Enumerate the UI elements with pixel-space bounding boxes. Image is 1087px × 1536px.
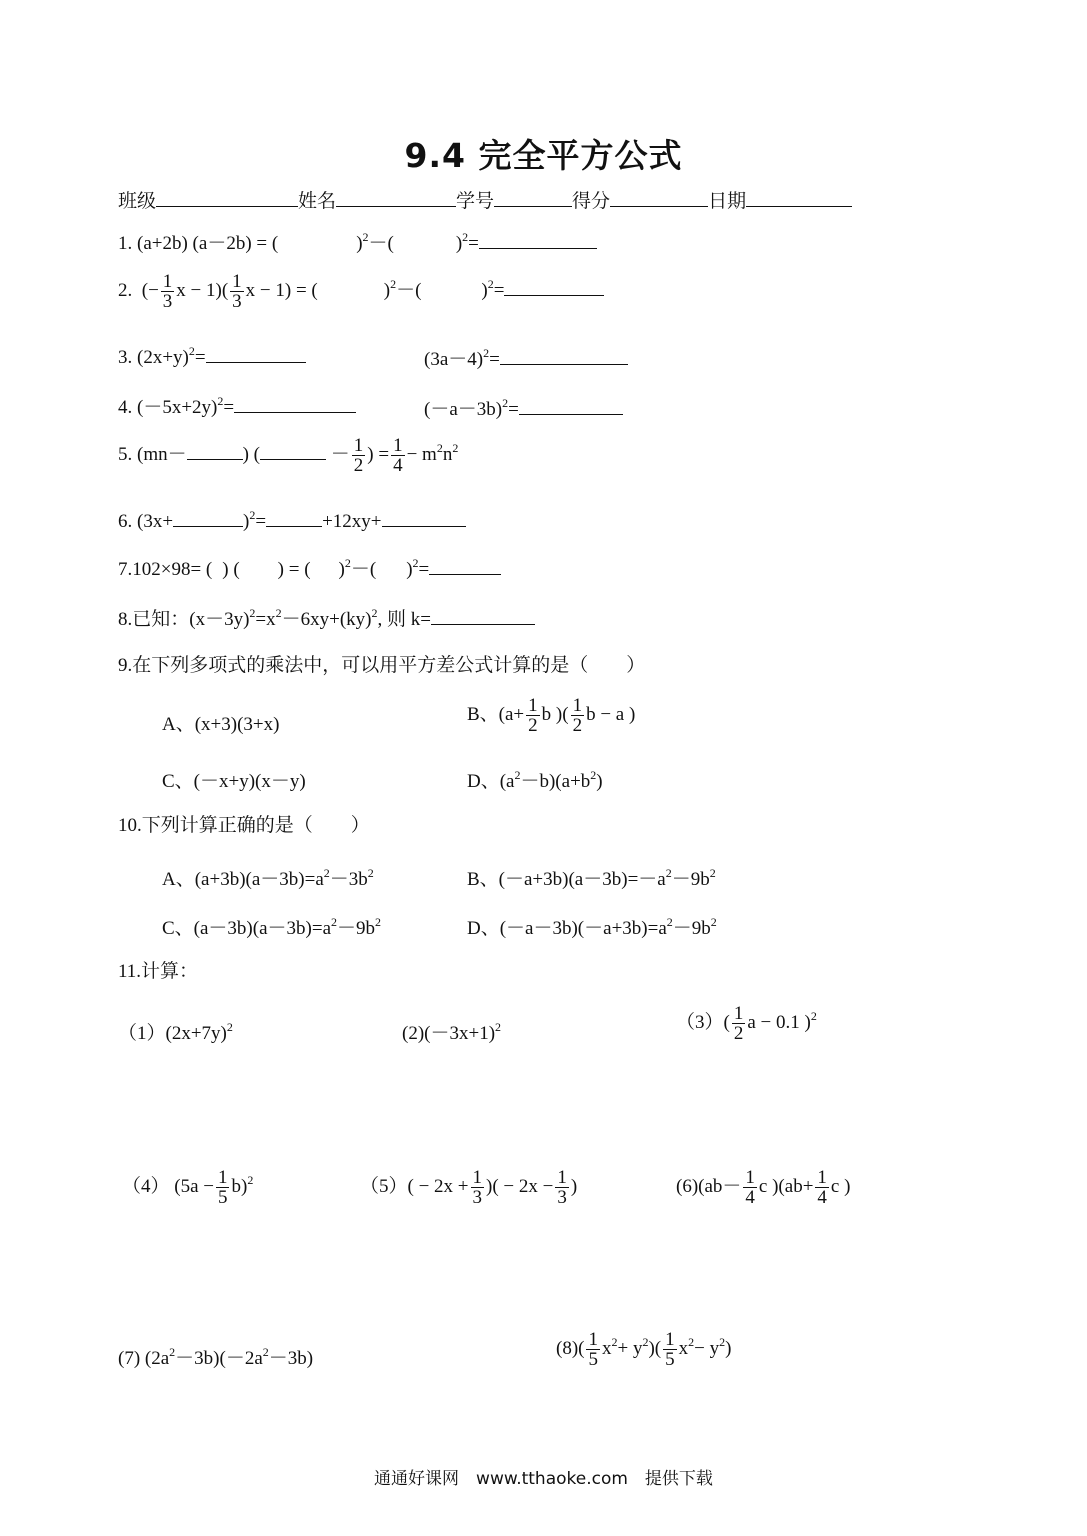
q10-d-text-b: －9b: [672, 918, 711, 939]
question-3-b: [424, 344, 628, 371]
q11-p5-fraction-1: $\frac{1}{3}$: [472, 1167, 483, 1208]
q11-p6-fraction-1: $\frac{1}{4}$: [745, 1167, 755, 1208]
q2-answer-blank[interactable]: [504, 277, 604, 296]
q6-blank-2[interactable]: [266, 508, 322, 527]
q10-d-exp-1: 2: [666, 915, 673, 929]
q10-option-d[interactable]: [467, 913, 717, 940]
name-blank[interactable]: [336, 188, 456, 207]
q2-fraction-1: $\frac{1}{3}$: [162, 271, 173, 312]
q5-exp-2: 2: [452, 440, 459, 455]
q9-d-text-a: D、(a: [467, 771, 515, 792]
q5-exp-1: 2: [436, 440, 443, 455]
q10-c-exp-2: 2: [375, 915, 382, 929]
q1-exp2: 2: [462, 230, 469, 244]
q10-a-exp-2: 2: [367, 866, 374, 880]
q7-text-c: ) = (: [277, 559, 311, 580]
q11-p5-text-c: ): [570, 1175, 578, 1197]
q11-p1-text: （1）(2x+7y): [118, 1023, 227, 1044]
q4-answer-b[interactable]: [519, 396, 623, 415]
q1-eq: =: [468, 233, 479, 254]
q8-text-b: =x: [255, 609, 276, 630]
q11-p4-text-b: b): [231, 1175, 248, 1197]
q4-answer-a[interactable]: [234, 394, 356, 413]
question-5: [118, 436, 458, 475]
page-title: 9.4 完全平方公式: [404, 136, 683, 175]
question-7: [118, 556, 501, 582]
question-9-stem: 9.在下列多项式的乘法中，可以用平方差公式计算的是（ ）: [118, 655, 646, 676]
q11-part-3: [676, 1004, 817, 1043]
q8-answer-blank[interactable]: [431, 606, 535, 625]
q11-p8-exp-3: 2: [688, 1334, 695, 1349]
q11-part-7: [118, 1343, 313, 1370]
q11-p8-fraction-2: $\frac{1}{5}$: [665, 1329, 675, 1370]
q10-c-text-a: C、(a－3b)(a－3b)=a: [162, 918, 331, 939]
question-2: [118, 272, 604, 311]
q9-option-c[interactable]: C、(－x+y)(x－y): [162, 771, 306, 792]
q2-minus: －(: [396, 279, 422, 301]
q7-eq: =: [418, 559, 430, 580]
q10-a-text-b: －3b: [329, 869, 368, 890]
q5-minus: －: [330, 443, 350, 465]
q8-text-c: －6xy+(ky): [281, 609, 372, 630]
q4-exp-a: 2: [217, 394, 224, 408]
number-blank[interactable]: [494, 188, 572, 207]
q3-exp-b: 2: [483, 346, 490, 360]
q11-p7-exp-1: 2: [169, 1345, 176, 1359]
q5-blank-2[interactable]: [260, 441, 326, 460]
q8-text-d: , 则 k=: [377, 609, 431, 630]
q11-p4-exp: 2: [247, 1172, 254, 1187]
q5-text-f: n: [442, 443, 453, 465]
q3-exp-a: 2: [188, 344, 195, 358]
q2-text-3: x − 1) = (: [245, 279, 318, 301]
question-4: [118, 394, 356, 420]
q11-p8-exp-2: 2: [642, 1334, 649, 1349]
question-8: [118, 606, 535, 632]
q4-exp-b: 2: [502, 396, 509, 410]
q3-part-a: 3. (2x+y): [118, 347, 189, 368]
q7-text-f: ): [406, 559, 413, 580]
q10-b-text-b: －9b: [671, 869, 710, 890]
q1-answer-blank[interactable]: [479, 230, 597, 249]
q10-c-text-b: －9b: [337, 918, 376, 939]
q7-text-a: 7.102×98= (: [118, 559, 213, 580]
class-blank[interactable]: [156, 188, 298, 207]
q9-d-text-c: ): [596, 771, 603, 792]
date-blank[interactable]: [746, 188, 852, 207]
q7-text-e: －(: [350, 559, 377, 580]
q2-text: (−: [141, 279, 159, 301]
q11-p8-text-a: (8)(: [556, 1337, 585, 1359]
q11-p8-text-b: x: [601, 1337, 612, 1359]
q11-p6-text-c: c ): [830, 1175, 851, 1197]
q5-text-a: 5. (mn－: [118, 443, 187, 465]
q11-p1-exp: 2: [226, 1020, 233, 1034]
score-label: 得分: [572, 191, 611, 212]
q11-p8-text-c: + y: [617, 1337, 643, 1359]
q10-c-exp-1: 2: [331, 915, 337, 929]
q10-option-a[interactable]: [162, 864, 374, 891]
q5-text-e: − m: [406, 443, 437, 465]
q5-text-d: ) =: [367, 443, 390, 465]
q11-p8-text-d: )(: [648, 1337, 662, 1359]
q5-fraction-2: $\frac{1}{4}$: [393, 435, 403, 476]
q10-a-exp-1: 2: [323, 866, 330, 880]
q9-option-d[interactable]: [467, 766, 603, 793]
q11-p8-text-e: x: [678, 1337, 689, 1359]
q8-text-a: 8.已知：(x－3y): [118, 609, 250, 630]
number-label: 学号: [456, 191, 495, 212]
q8-exp-2: 2: [275, 606, 282, 620]
q6-text-a: 6. (3x+: [118, 511, 174, 532]
question-4-b: [424, 394, 623, 421]
q11-p7-text-a: (7) (2a: [118, 1348, 170, 1369]
q2-number: 2.: [118, 279, 133, 301]
q11-p2-exp: 2: [495, 1020, 502, 1034]
q1-paren: ): [356, 233, 363, 254]
q9-b-text-a: B、(a+: [467, 703, 525, 725]
q11-p5-text-b: )( − 2x −: [486, 1175, 554, 1197]
q11-p3-fraction: $\frac{1}{2}$: [733, 1003, 744, 1044]
q11-p7-text-b: －3b)(－2a: [175, 1348, 263, 1369]
q9-b-text-c: b − a ): [586, 703, 636, 725]
q2-fraction-2: $\frac{1}{3}$: [232, 271, 242, 312]
q10-option-c[interactable]: [162, 913, 381, 940]
q2-paren: ): [383, 279, 391, 301]
q9-b-text-b: b )(: [541, 703, 569, 725]
q2-text-2: x − 1)(: [176, 279, 229, 301]
q5-fraction-1: $\frac{1}{2}$: [353, 435, 364, 476]
q11-p6-fraction-2: $\frac{1}{4}$: [817, 1167, 827, 1208]
student-info-row: [118, 188, 852, 214]
q11-p8-text-f: − y: [694, 1337, 720, 1359]
q11-p6-text-b: c )(ab+: [758, 1175, 814, 1197]
q7-exp: 2: [344, 556, 351, 570]
q11-p3-exp: 2: [810, 1008, 817, 1023]
q7-text-d: ): [338, 559, 345, 580]
q3-eq-b: =: [489, 349, 500, 370]
q2-eq: =: [493, 279, 505, 301]
q5-blank-1[interactable]: [187, 441, 243, 460]
q3-answer-a[interactable]: [206, 344, 306, 363]
q11-part-8: [556, 1330, 731, 1369]
q2-paren-end: ): [481, 279, 488, 301]
q2-exp2: 2: [487, 276, 494, 291]
q6-exp: 2: [249, 508, 256, 522]
question-6: [118, 508, 466, 534]
q3-part-b: (3a－4): [424, 349, 484, 370]
q10-d-exp-2: 2: [710, 915, 717, 929]
class-label: 班级: [118, 191, 157, 212]
q11-p6-text-a: (6)(ab－: [676, 1175, 742, 1197]
q9-b-fraction-1: $\frac{1}{2}$: [528, 695, 538, 736]
q11-p3-text-b: a − 0.1 ): [747, 1011, 811, 1033]
q9-d-exp-2: 2: [590, 768, 597, 782]
q8-exp-3: 2: [371, 606, 378, 620]
q11-p4-fraction: $\frac{1}{5}$: [217, 1167, 228, 1208]
q10-option-b[interactable]: [467, 864, 716, 891]
q10-b-exp-1: 2: [665, 866, 672, 880]
q9-d-exp-1: 2: [514, 768, 521, 782]
q7-answer-blank[interactable]: [429, 556, 501, 575]
q1-paren-end: ): [455, 233, 463, 254]
q11-part-5: [360, 1168, 577, 1207]
q11-p2-text: (2)(－3x+1): [402, 1023, 496, 1044]
q1-exp: 2: [362, 230, 369, 244]
q6-blank-3[interactable]: [382, 508, 466, 527]
q11-p7-text-c: －3b): [268, 1348, 314, 1369]
date-label: 日期: [708, 191, 747, 212]
q1-minus: －(: [368, 233, 394, 254]
q9-option-b[interactable]: [467, 696, 635, 735]
q1-text: 1. (a+2b) (a－2b) = (: [118, 233, 279, 254]
name-label: 姓名: [298, 191, 337, 212]
q3-answer-b[interactable]: [500, 346, 628, 365]
q6-text-d: +12xy+: [322, 511, 382, 532]
q8-exp-1: 2: [249, 606, 256, 620]
q11-p7-exp-2: 2: [262, 1345, 269, 1359]
question-10-stem: 10.下列计算正确的是（ ）: [118, 815, 370, 836]
q11-p8-text-g: ): [725, 1337, 732, 1359]
q2-exp: 2: [390, 276, 397, 291]
q11-p3-text-a: （3）(: [676, 1011, 730, 1033]
q11-part-4: [122, 1168, 253, 1207]
q9-d-text-b: －b)(a+b: [520, 771, 591, 792]
q4-eq-b: =: [508, 399, 519, 420]
q10-b-text-a: B、(－a+3b)(a－3b)=－a: [467, 869, 666, 890]
footer-credit: 通通好课网 www.tthaoke.com 提供下载: [374, 1469, 713, 1489]
q11-p8-fraction-1: $\frac{1}{5}$: [588, 1329, 598, 1370]
question-1: [118, 230, 597, 256]
score-blank[interactable]: [610, 188, 708, 207]
q11-p8-exp-1: 2: [611, 1334, 618, 1349]
q7-text-b: ) (: [222, 559, 240, 580]
q9-b-fraction-2: $\frac{1}{2}$: [572, 695, 583, 736]
q11-p4-text-a: （4） (5a −: [122, 1175, 214, 1197]
q3-eq-a: =: [194, 347, 206, 368]
q6-eq: =: [255, 511, 267, 532]
q10-d-text-a: D、(－a－3b)(－a+3b)=a: [467, 918, 667, 939]
q4-eq-a: =: [223, 397, 235, 418]
q10-a-text-a: A、(a+3b)(a－3b)=a: [162, 869, 324, 890]
q11-part-2: [402, 1018, 501, 1045]
q11-part-1: [118, 1018, 233, 1045]
q4-part-b: (－a－3b): [424, 399, 503, 420]
q4-part-a: 4. (－5x+2y): [118, 397, 218, 418]
q11-p5-text-a: （5）( − 2x +: [360, 1175, 469, 1197]
q11-p8-exp-4: 2: [719, 1334, 726, 1349]
q6-paren: ): [243, 511, 250, 532]
q9-option-a[interactable]: A、(x+3)(3+x): [162, 714, 280, 735]
question-3: [118, 344, 306, 370]
q6-blank-1[interactable]: [173, 508, 243, 527]
q11-part-6: [676, 1168, 850, 1207]
question-11-stem: 11.计算：: [118, 961, 199, 982]
q7-exp2: 2: [412, 556, 419, 570]
q10-b-exp-2: 2: [709, 866, 716, 880]
q5-text-b: ) (: [242, 443, 261, 465]
q11-p5-fraction-2: $\frac{1}{3}$: [557, 1167, 567, 1208]
